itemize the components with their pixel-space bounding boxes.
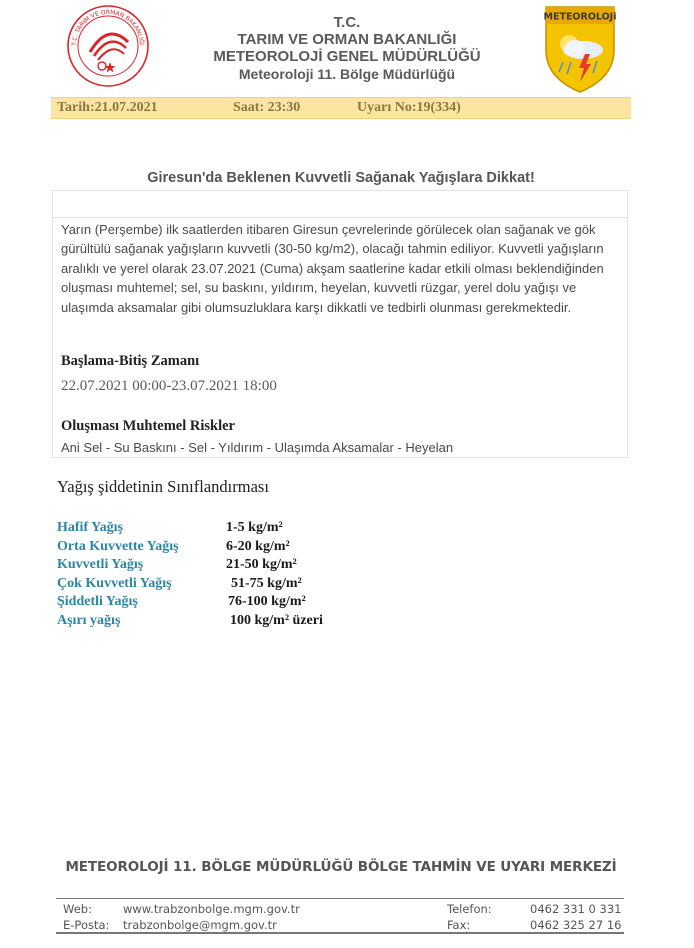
class-value: 6-20 kg/m² (226, 538, 290, 554)
email-label: E-Posta: (63, 918, 110, 932)
date-bar (51, 97, 631, 119)
class-value: 21-50 kg/m² (226, 557, 297, 572)
class-name: Çok Kuvvetli Yağış (57, 575, 172, 591)
phone-label: Telefon: (447, 902, 492, 916)
issue-time: Saat: 23:30 (233, 100, 301, 115)
class-name: Kuvvetli Yağış (57, 557, 144, 572)
ministry-logo (66, 4, 150, 88)
fax-label: Fax: (447, 918, 471, 932)
fax-value: 0462 325 27 16 (530, 918, 622, 932)
class-value: 1-5 kg/m² (226, 520, 283, 535)
list-item (57, 557, 377, 576)
class-value: 51-75 kg/m² (231, 575, 302, 591)
class-name: Şiddetli Yağış (57, 594, 138, 609)
phone-value: 0462 331 0 331 (530, 902, 622, 916)
list-item (57, 576, 377, 595)
header-directorate: METEOROLOJİ GENEL MÜDÜRLÜĞÜ (213, 48, 481, 65)
meteoroloji-logo-text: METEOROLOJi (543, 11, 617, 23)
list-item (57, 594, 377, 613)
class-name: Hafif Yağış (57, 520, 123, 535)
class-name: Orta Kuvvette Yağış (57, 538, 179, 554)
risks-value: Ani Sel - Su Baskını - Sel - Yıldırım - Ulaşımda Aksamalar - Heyelan (61, 440, 454, 455)
risks-heading: Oluşması Muhtemel Riskler (61, 418, 235, 434)
web-label: Web: (63, 902, 92, 916)
class-value: 100 kg/m² üzeri (230, 612, 323, 628)
class-name: Aşırı yağış (57, 612, 121, 628)
classification-list (57, 520, 377, 631)
header-tc: T.C. (333, 14, 361, 31)
classification-title: Yağış şiddetinin Sınıflandırması (57, 477, 269, 496)
class-value: 76-100 kg/m² (228, 594, 306, 609)
issue-date: Tarih:21.07.2021 (57, 100, 158, 115)
list-item (57, 613, 377, 632)
warning-title: Giresun'da Beklenen Kuvvetli Sağanak Yağışlara Dikkat! (147, 170, 535, 186)
ministry-logo-text: T.C. TARIM VE ORMAN BAKANLIĞI (70, 8, 146, 46)
contact-box (56, 898, 624, 934)
footer-title: METEOROLOJİ 11. BÖLGE MÜDÜRLÜĞÜ BÖLGE TAHMİN VE UYARI MERKEZİ (65, 859, 617, 875)
header-region: Meteoroloji 11. Bölge Müdürlüğü (238, 66, 456, 82)
email-link[interactable]: trabzonbolge@mgm.gov.tr (123, 918, 277, 932)
period-heading: Başlama-Bitiş Zamanı (61, 353, 200, 369)
period-value: 22.07.2021 00:00-23.07.2021 18:00 (61, 378, 277, 394)
warning-number: Uyarı No:19(334) (357, 100, 461, 115)
header-ministry: TARIM VE ORMAN BAKANLIĞI (237, 31, 457, 48)
list-item (57, 539, 377, 558)
warning-body: Yarın (Perşembe) ilk saatlerden itibaren Giresun çevrelerinde görülecek olan sağanak ve gök gürültülü sağanak yağışların kuvvetli (30-50 kg/m2), olacağı tahmin ediliyor. Kuvvetli yağışların aralıklı ve yerel olarak 23.07.2021 (Cuma) akşam saatlerine kadar etkili olması beklendiğinden oluşması muhtemel; sel, su baskını, yıldırım, heyelan, kuvvetli rüzgar, yerel dolu yağışı ve ulaşımda aksamalar gibi olumsuzluklara karşı dikkatli ve tedbirli olunması gerekmektedir. (61, 222, 604, 315)
web-link[interactable]: www.trabzonbolge.mgm.gov.tr (123, 902, 300, 916)
list-item (57, 520, 377, 539)
meteoroloji-logo (543, 4, 617, 94)
